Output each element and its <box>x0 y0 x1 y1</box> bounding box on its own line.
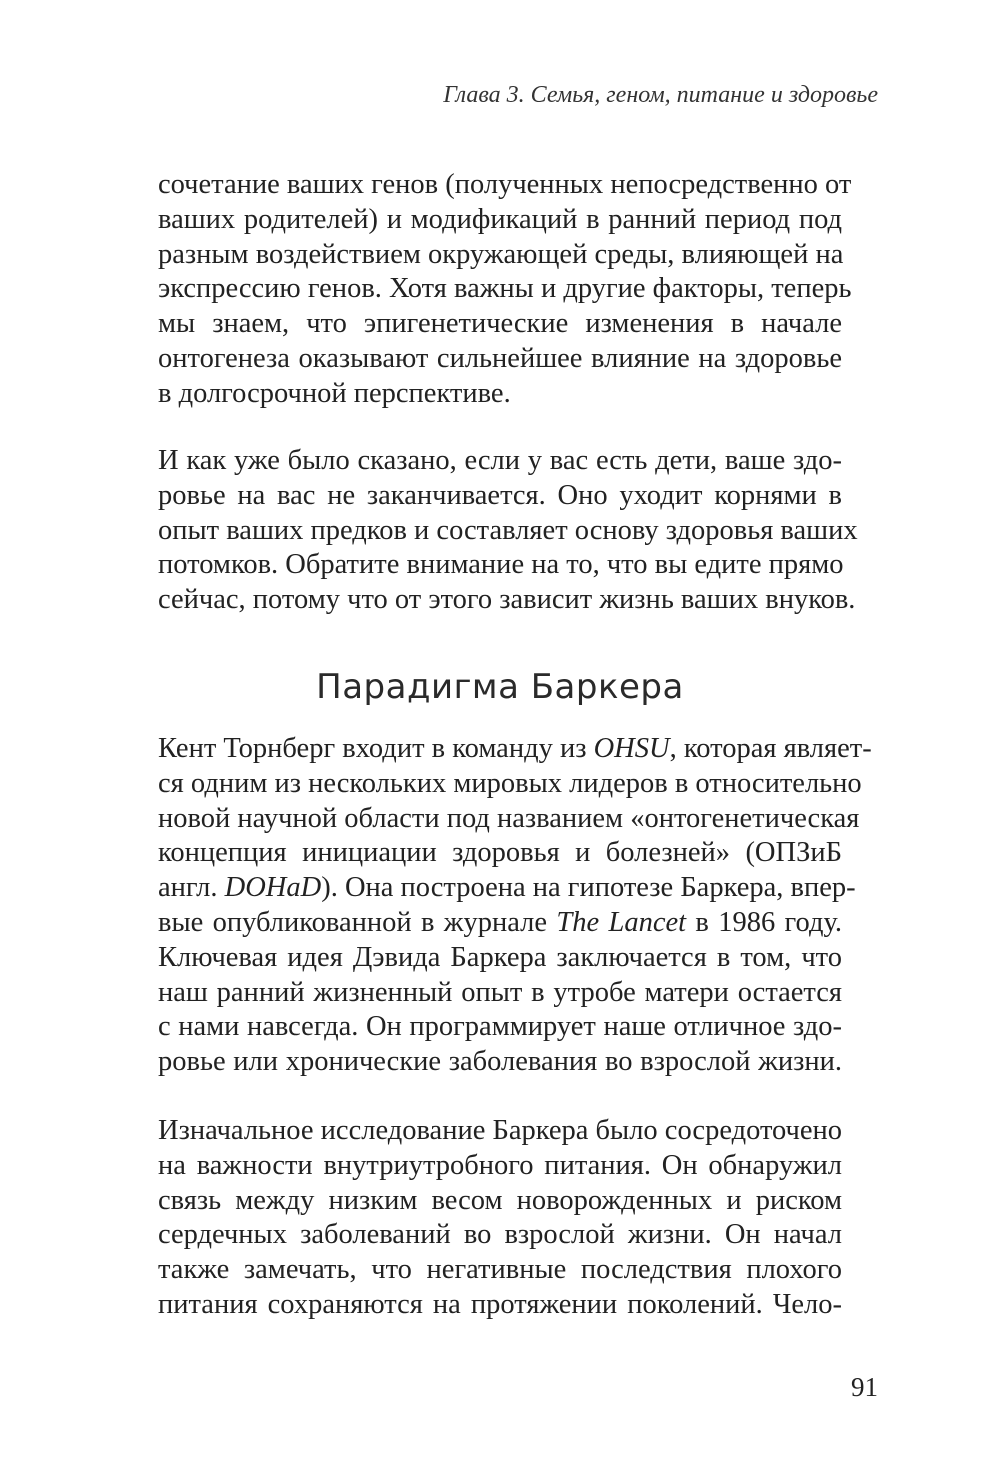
running-header: Глава 3. Семья, геном, питание и здоровье <box>443 82 878 108</box>
text-run: Кент Торнберг входит в команду из <box>158 733 594 764</box>
text-line <box>158 871 856 906</box>
text-line: ровье на вас не заканчивается. Оно уходит корнями в <box>158 479 842 511</box>
text-line: питания сохраняются на протяжении поколений. Чело- <box>158 1288 842 1320</box>
text-run-italic: The Lancet <box>556 906 687 938</box>
page-number: 91 <box>851 1372 878 1402</box>
text-line <box>158 732 872 767</box>
text-line: ровье или хронические заболевания во взрослой жизни. <box>158 1046 842 1078</box>
text-line: опыт ваших предков и составляет основу здоровья ваших <box>158 514 858 546</box>
paragraph-1 <box>158 168 852 412</box>
text-line: разным воздействием окружающей среды, влияющей на <box>158 238 844 270</box>
text-line: мы знаем, что эпигенетические изменения в начале <box>158 308 842 340</box>
text-line: ся одним из нескольких мировых лидеров в относительно <box>158 767 862 799</box>
text-line: также замечать, что негативные последствия плохого <box>158 1254 842 1286</box>
text-line <box>158 906 842 941</box>
section-heading: Парадигма Баркера <box>316 667 684 707</box>
text-line: связь между низким весом новорожденных и риском <box>158 1184 842 1216</box>
text-line: на важности внутриутробного питания. Он обнаружил <box>158 1149 842 1181</box>
text-run-italic: OHSU <box>593 733 670 764</box>
text-line: сочетание ваших генов (полученных непосредственно от <box>158 169 852 200</box>
paragraph-4 <box>158 1114 842 1323</box>
text-run: ). Она построена на гипотезе Баркера, впер- <box>321 872 856 904</box>
text-line: в долгосрочной перспективе. <box>158 377 511 409</box>
text-line: с нами навсегда. Он программирует наше отличное здо- <box>158 1011 842 1043</box>
text-line: ваших родителей) и модификаций в ранний период под <box>158 203 842 235</box>
text-run: вые опубликованной в журнале <box>158 906 557 938</box>
text-line: наш ранний жизненный опыт в утробе матери остается <box>158 976 842 1008</box>
text-line: экспрессию генов. Хотя важны и другие факторы, теперь <box>158 273 852 305</box>
text-line: новой научной области под названием «онтогенетическая <box>158 802 860 834</box>
text-line: И как уже было сказано, если у вас есть дети, ваше здо- <box>158 445 842 476</box>
text-line: онтогенеза оказывают сильнейшее влияние на здоровье <box>158 342 842 374</box>
text-line: сердечных заболеваний во взрослой жизни. Он начал <box>158 1219 842 1251</box>
paragraph-3 <box>158 732 872 1080</box>
text-line: потомков. Обратите внимание на то, что вы едите прямо <box>158 549 844 581</box>
text-line: сейчас, потому что от этого зависит жизнь ваших внуков. <box>158 584 856 616</box>
text-line: Изначальное исследование Баркера было сосредоточено <box>158 1115 843 1146</box>
text-run: , которая являет- <box>669 733 872 764</box>
text-line: Ключевая идея Дэвида Баркера заключается в том, что <box>158 941 842 973</box>
text-run-italic: DOHaD <box>224 872 322 904</box>
text-run: в 1986 году. <box>686 906 842 938</box>
paragraph-2 <box>158 444 858 618</box>
text-line: концепция инициации здоровья и болезней» (ОПЗиБ <box>158 837 842 869</box>
text-run: англ. <box>158 872 225 904</box>
